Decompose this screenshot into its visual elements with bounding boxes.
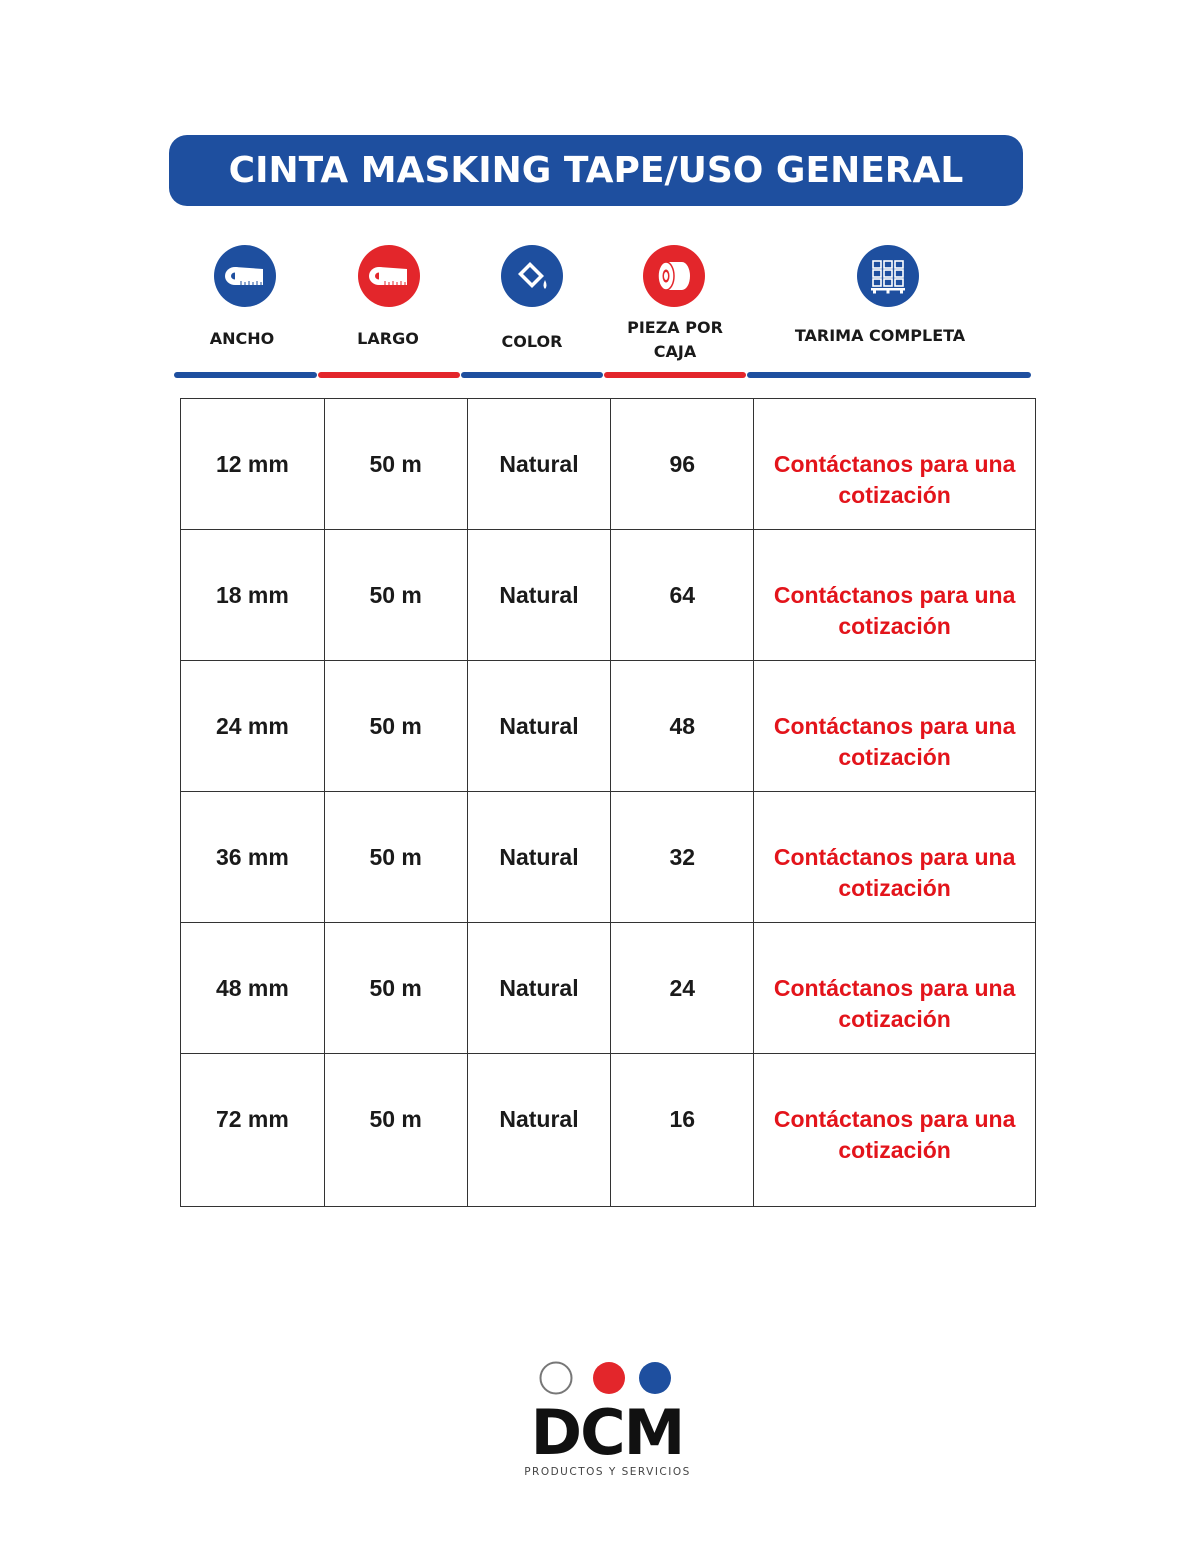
cell-largo: 50 m — [324, 661, 467, 792]
table-row — [181, 661, 1036, 792]
quote-text-line2: cotización — [838, 613, 951, 639]
cell-pieza: 64 — [611, 530, 754, 661]
cell-largo: 50 m — [324, 792, 467, 923]
column-label-color: COLOR — [501, 332, 563, 351]
underline-segment-largo — [318, 372, 460, 378]
quote-text-line1: Contáctanos para una — [773, 713, 1016, 739]
quote-text-line2: cotización — [838, 744, 951, 770]
measuring-tape-icon — [358, 245, 420, 307]
cell-color: Natural — [467, 661, 611, 792]
quote-text-line1: Contáctanos para una — [773, 582, 1016, 608]
spec-table — [180, 398, 1036, 1207]
quote-text-line1: Contáctanos para una — [773, 1106, 1016, 1132]
cell-pieza: 48 — [611, 661, 754, 792]
column-label-tarima: TARIMA COMPLETA — [794, 326, 966, 345]
cell-color: Natural — [467, 530, 611, 661]
cell-tarima — [754, 1054, 1036, 1207]
cell-color: Natural — [467, 792, 611, 923]
cell-pieza: 24 — [611, 923, 754, 1054]
cell-pieza: 32 — [611, 792, 754, 923]
cell-pieza: 16 — [611, 1054, 754, 1207]
cell-pieza: 96 — [611, 399, 754, 530]
cell-tarima — [754, 923, 1036, 1054]
underline-segment-tarima — [747, 372, 1031, 378]
cell-tarima — [754, 399, 1036, 530]
table-row — [181, 1054, 1036, 1207]
column-label-ancho: ANCHO — [209, 329, 275, 348]
tape-roll-icon — [643, 245, 705, 307]
logo-dot-white — [541, 1363, 572, 1394]
quote-text-line1: Contáctanos para una — [773, 451, 1016, 477]
logo-dot-blue — [639, 1362, 671, 1394]
cell-ancho: 72 mm — [181, 1054, 325, 1207]
quote-text-line2: cotización — [838, 1137, 951, 1163]
cell-ancho: 12 mm — [181, 399, 325, 530]
cell-ancho: 48 mm — [181, 923, 325, 1054]
underline-segment-color — [461, 372, 603, 378]
cell-tarima — [754, 530, 1036, 661]
cell-ancho: 18 mm — [181, 530, 325, 661]
cell-largo: 50 m — [324, 923, 467, 1054]
table-row — [181, 530, 1036, 661]
quote-text-line1: Contáctanos para una — [773, 975, 1016, 1001]
cell-largo: 50 m — [324, 530, 467, 661]
quote-text-line2: cotización — [838, 1006, 951, 1032]
quote-text-line2: cotización — [838, 482, 951, 508]
cell-color: Natural — [467, 399, 611, 530]
quote-text-line1: Contáctanos para una — [773, 844, 1016, 870]
paint-bucket-icon — [501, 245, 563, 307]
column-label-pieza — [615, 316, 735, 364]
cell-ancho: 36 mm — [181, 792, 325, 923]
cell-tarima — [754, 792, 1036, 923]
table-row — [181, 399, 1036, 530]
underline-segment-pieza — [604, 372, 746, 378]
underline-segment-ancho — [174, 372, 317, 378]
logo-tagline: PRODUCTOS Y SERVICIOS — [524, 1466, 691, 1478]
column-label-largo: LARGO — [357, 329, 419, 348]
logo-wordmark: DCM — [530, 1396, 684, 1469]
cell-ancho: 24 mm — [181, 661, 325, 792]
logo-dot-red — [593, 1362, 625, 1394]
page-title — [169, 135, 1023, 206]
cell-color: Natural — [467, 1054, 611, 1207]
measuring-tape-icon — [214, 245, 276, 307]
column-label-pieza-line2: CAJA — [653, 342, 697, 361]
column-label-pieza-line1: PIEZA POR — [627, 318, 723, 337]
logo-dots — [539, 1361, 674, 1395]
cell-largo: 50 m — [324, 1054, 467, 1207]
pallet-boxes-icon — [857, 245, 919, 307]
cell-tarima — [754, 661, 1036, 792]
table-row — [181, 792, 1036, 923]
quote-text-line2: cotización — [838, 875, 951, 901]
table-row — [181, 923, 1036, 1054]
page-title-text: CINTA MASKING TAPE/USO GENERAL — [228, 150, 964, 191]
cell-largo: 50 m — [324, 399, 467, 530]
cell-color: Natural — [467, 923, 611, 1054]
